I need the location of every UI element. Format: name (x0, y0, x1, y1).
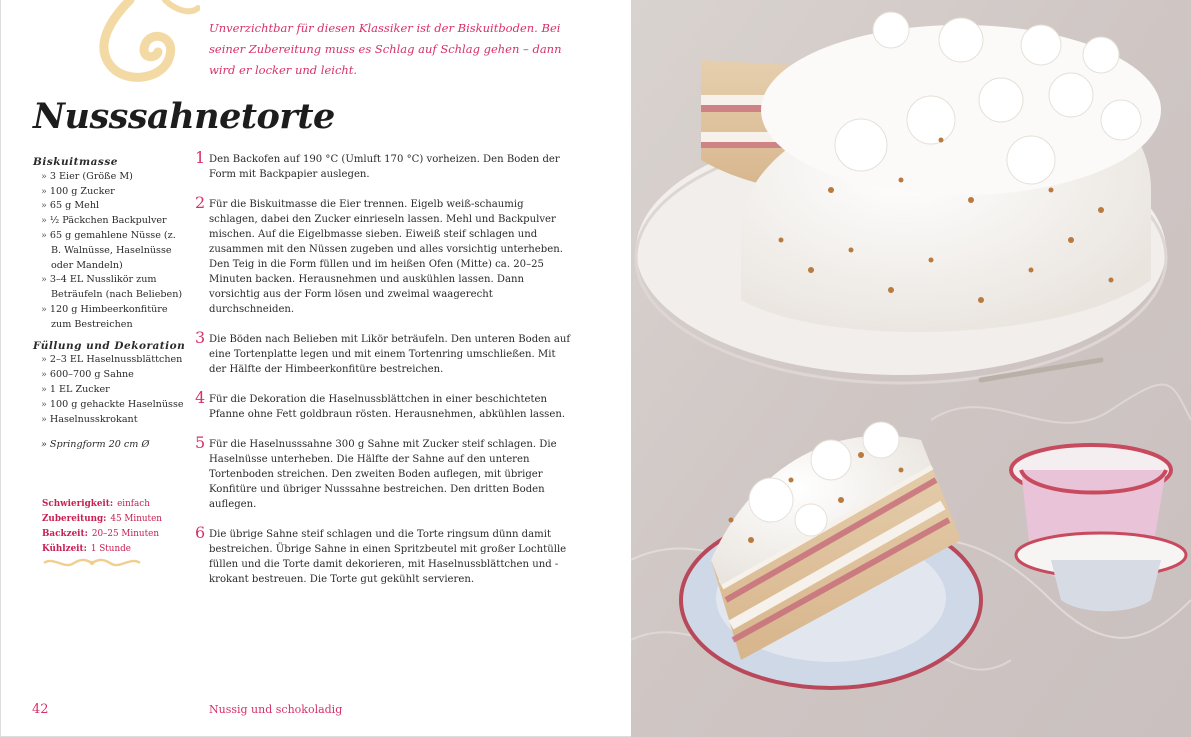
step (195, 193, 575, 317)
ingredient-item: » 3 Eier (Größe M) (41, 170, 133, 182)
step-text: Für die Dekoration die Haselnussblättchen in einer beschichteten Pfanne ohne Fett goldbraun rösten. Herausnehmen, abkühlen lassen. (209, 394, 566, 420)
step (195, 328, 575, 377)
ingredient-list (33, 353, 188, 427)
step-number: 2 (195, 193, 206, 212)
recipe-meta (42, 497, 162, 557)
ingredient-item: » 100 g Zucker (41, 185, 115, 197)
ingredient-item: » 65 g gemahlene Nüsse (z. B. Walnüsse, Haselnüsse oder Mandeln) (41, 229, 176, 271)
step (195, 523, 575, 587)
page-number: 42 (32, 702, 49, 717)
ingredient-item: » ½ Päckchen Backpulver (41, 215, 167, 227)
step (195, 433, 575, 512)
ingredient-item: » 65 g Mehl (41, 200, 100, 212)
step-number: 1 (195, 148, 206, 167)
instruction-steps (195, 148, 575, 602)
cake-photo-illustration (631, 0, 1191, 737)
step-text: Für die Biskuitmasse die Eier trennen. Eigelb weiß-schaumig schlagen, dabei den Zucker einrieseln lassen. Mehl und Backpulver mischen. Auf die Eigelbmasse sieben. Eiweiß steif schlagen und zusammen mit den Nüssen zugeben und alles vorsichtig unterheben. Den Teig in die Form füllen und im heißen Ofen (Mitte) ca. 20–25 Minuten backen. Herausnehmen und auskühlen lassen. Dann vorsichtig aus der Form lösen und zweimal waagerecht durchschneiden. (209, 199, 563, 315)
step-number: 3 (195, 328, 206, 347)
step (195, 148, 575, 182)
ingredient-item: » 1 EL Zucker (41, 383, 110, 395)
chapter-title: Nussig und schokoladig (209, 703, 343, 716)
ingredient-list (33, 170, 188, 333)
meta-chill-time: Kühlzeit: 1 Stunde (42, 544, 131, 554)
recipe-title: Nusssahnetorte (33, 96, 335, 137)
step-text: Den Backofen auf 190 °C (Umluft 170 °C) vorheizen. Den Boden der Form mit Backpapier auslegen. (209, 154, 560, 180)
step-number: 5 (195, 433, 206, 452)
ingredient-item: » 120 g Himbeerkonfitüre zum Bestreichen (41, 303, 168, 330)
ingredient-item: » 3–4 EL Nusslikör zum Beträufeln (nach Belieben) (41, 274, 183, 301)
meta-difficulty: Schwierigkeit: einfach (42, 499, 150, 509)
intro-text: Unverzichtbar für diesen Klassiker ist der Biskuitboden. Bei seiner Zubereitung muss es Schlag auf Schlag gehen – dann wird er locker und leicht. (209, 21, 562, 77)
ornament-divider-icon (42, 556, 142, 570)
step-number: 6 (195, 523, 206, 542)
step-text: Für die Haselnusssahne 300 g Sahne mit Zucker steif schlagen. Die Haselnüsse unterheben. Die Hälfte der Sahne auf den unteren Tortenboden streichen. Den zweiten Boden auflegen, mit übriger Konfitüre und übriger Nusssahne bestreichen. Den dritten Boden auflegen. (209, 439, 557, 510)
meta-bake-time: Backzeit: 20–25 Minuten (42, 529, 159, 539)
decorative-swirl-icon (90, 0, 200, 90)
step-number: 4 (195, 388, 206, 407)
cake-photo (631, 0, 1191, 737)
step (195, 388, 575, 422)
meta-prep-time: Zubereitung: 45 Minuten (42, 514, 162, 524)
ingredient-group-heading: Füllung und Dekoration (33, 339, 186, 352)
baking-form-note: » Springform 20 cm Ø (41, 439, 150, 451)
step-text: Die übrige Sahne steif schlagen und die Torte ringsum dünn damit bestreichen. Übrige Sahne in einen Spritzbeutel mit großer Lochtülle füllen und die Torte damit dekorieren, mit Haselnussblättchen und -krokant bestreuen. Die Torte gut gekühlt servieren. (209, 529, 567, 585)
ingredient-item: » 600–700 g Sahne (41, 369, 134, 381)
ingredient-item: » 100 g gehackte Haselnüsse (41, 398, 184, 410)
ingredient-item: » Haselnusskrokant (41, 413, 138, 425)
ingredient-group-heading: Biskuitmasse (33, 156, 118, 168)
ingredient-item: » 2–3 EL Haselnussblättchen (41, 354, 183, 366)
ingredients-column (33, 155, 188, 453)
step-text: Die Böden nach Belieben mit Likör beträufeln. Den unteren Boden auf eine Tortenplatte legen und mit einem Tortenring umschließen. Mit der Hälfte der Himbeerkonfitüre bestreichen. (209, 334, 571, 375)
